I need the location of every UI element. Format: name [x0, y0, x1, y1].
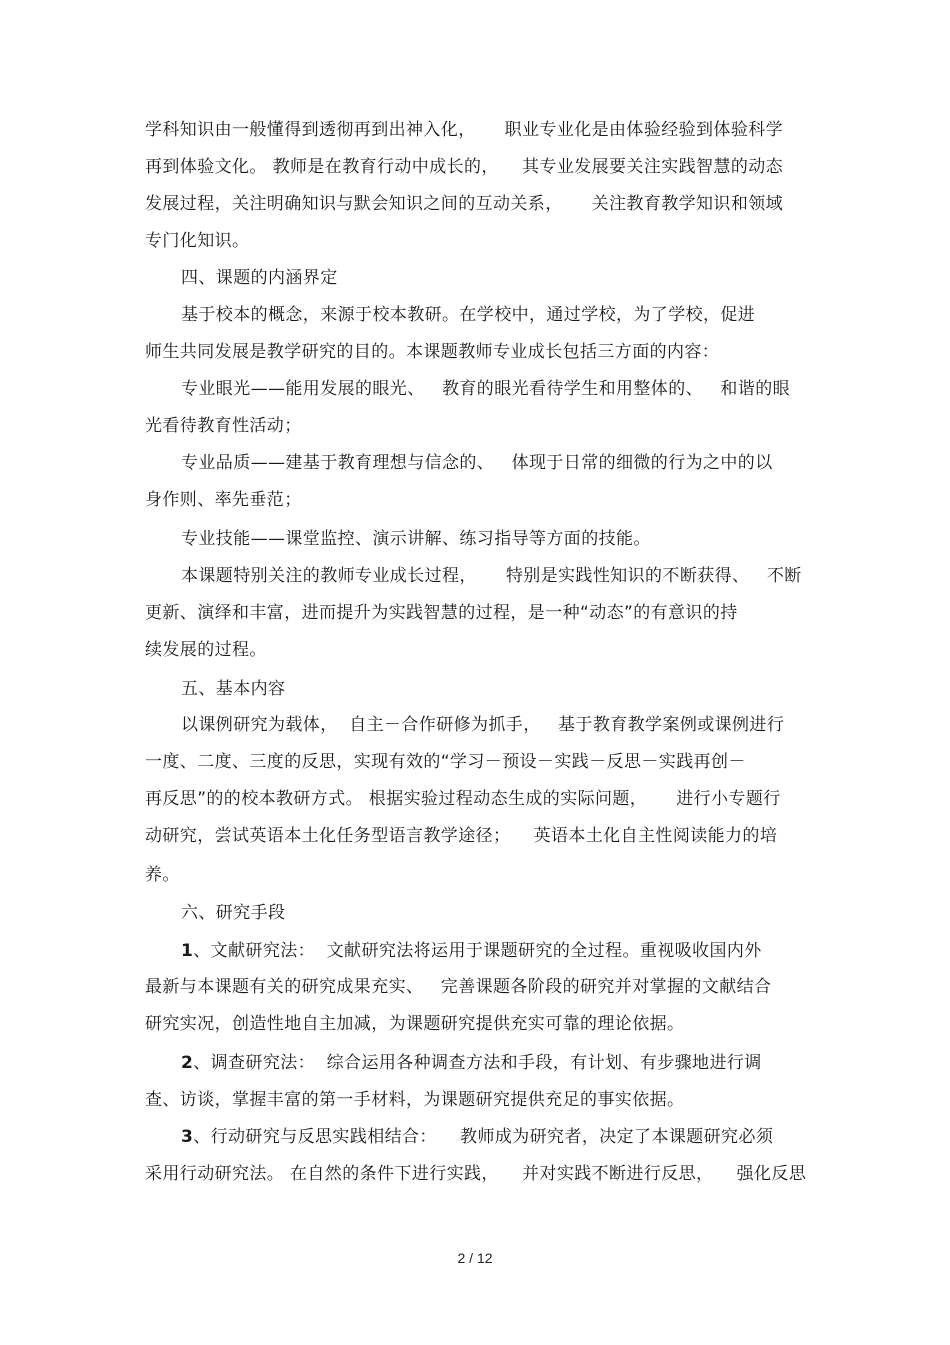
text-line: 研究实况，创造性地自主加减，为课题研究提供充实可靠的理论依据。 [145, 1014, 685, 1034]
text-line: 发展过程，关注明确知识与默会知识之间的互动关系， 关注教育教学知识和领域 [145, 194, 784, 214]
text-line: 专门化知识。 [145, 231, 250, 251]
text-line: 本课题特别关注的教师专业成长过程， 特别是实践性知识的不断获得、 不断 [181, 566, 802, 586]
text-line: 续发展的过程。 [145, 640, 267, 660]
text-line: 养。 [145, 865, 180, 885]
text-line: 再到体验文化。 教师是在教育行动中成长的， 其专业发展要关注实践智慧的动态 [145, 157, 784, 177]
text-line: 专业品质——建基于教育理想与信念的、 体现于日常的细微的行为之中的以 [181, 453, 773, 473]
text-line: 以课例研究为载体， 自主－合作研修为抓手， 基于教育教学案例或课例进行 [181, 715, 785, 735]
text-line: 光看待教育性活动； [145, 416, 302, 436]
section-heading-4: 四、课题的内涵界定 [181, 268, 338, 288]
text-line: 师生共同发展是教学研究的目的。本课题教师专业成长包括三方面的内容： [145, 342, 720, 362]
text-line [181, 1127, 773, 1147]
text-line: 更新、演绎和丰富，进而提升为实践智慧的过程，是一种“动态”的有意识的持 [145, 603, 738, 623]
text-line: 身作则、率先垂范； [145, 490, 302, 510]
text-line: 专业技能——课堂监控、演示讲解、练习指导等方面的技能。 [181, 529, 651, 549]
page-number: 2 / 12 [457, 1250, 493, 1266]
text-line: 动研究，尝试英语本土化任务型语言教学途径； 英语本土化自主性阅读能力的培 [145, 826, 778, 846]
text-line-body: 、行动研究与反思实践相结合： 教师成为研究者，决定了本课题研究必须 [193, 1127, 774, 1147]
section-heading-6: 六、研究手段 [181, 903, 286, 923]
text-line: 基于校本的概念，来源于校本教研。在学校中，通过学校，为了学校，促进 [181, 305, 756, 325]
text-line [181, 941, 762, 961]
text-line [181, 1053, 762, 1073]
item-number: 1 [181, 941, 194, 961]
item-number: 3 [181, 1127, 194, 1147]
text-line-body: 、调查研究法： 综合运用各种调查方法和手段，有计划、有步骤地进行调 [193, 1053, 762, 1073]
text-line: 再反思”的的校本教研方式。 根据实验过程动态生成的实际问题， 进行小专题行 [145, 789, 781, 809]
text-line: 专业眼光——能用发展的眼光、 教育的眼光看待学生和用整体的、 和谐的眼 [181, 379, 791, 399]
item-number: 2 [181, 1053, 194, 1073]
text-line: 查、访谈，掌握丰富的第一手材料，为课题研究提供充足的事实依据。 [145, 1090, 685, 1110]
text-line: 采用行动研究法。 在自然的条件下进行实践， 并对实践不断进行反思， 强化反思 [145, 1164, 807, 1184]
text-line: 一度、二度、三度的反思，实现有效的“学习－预设－实践－反思－实践再创－ [145, 752, 746, 772]
section-heading-5: 五、基本内容 [181, 679, 286, 699]
text-line: 最新与本课题有关的研究成果充实、 完善课题各阶段的研究并对掌握的文献结合 [145, 977, 772, 997]
text-line-body: 、文献研究法： 文献研究法将运用于课题研究的全过程。重视吸收国内外 [193, 941, 762, 961]
text-line: 学科知识由一般懂得到透彻再到出神入化， 职业专业化是由体验经验到体验科学 [145, 120, 784, 140]
